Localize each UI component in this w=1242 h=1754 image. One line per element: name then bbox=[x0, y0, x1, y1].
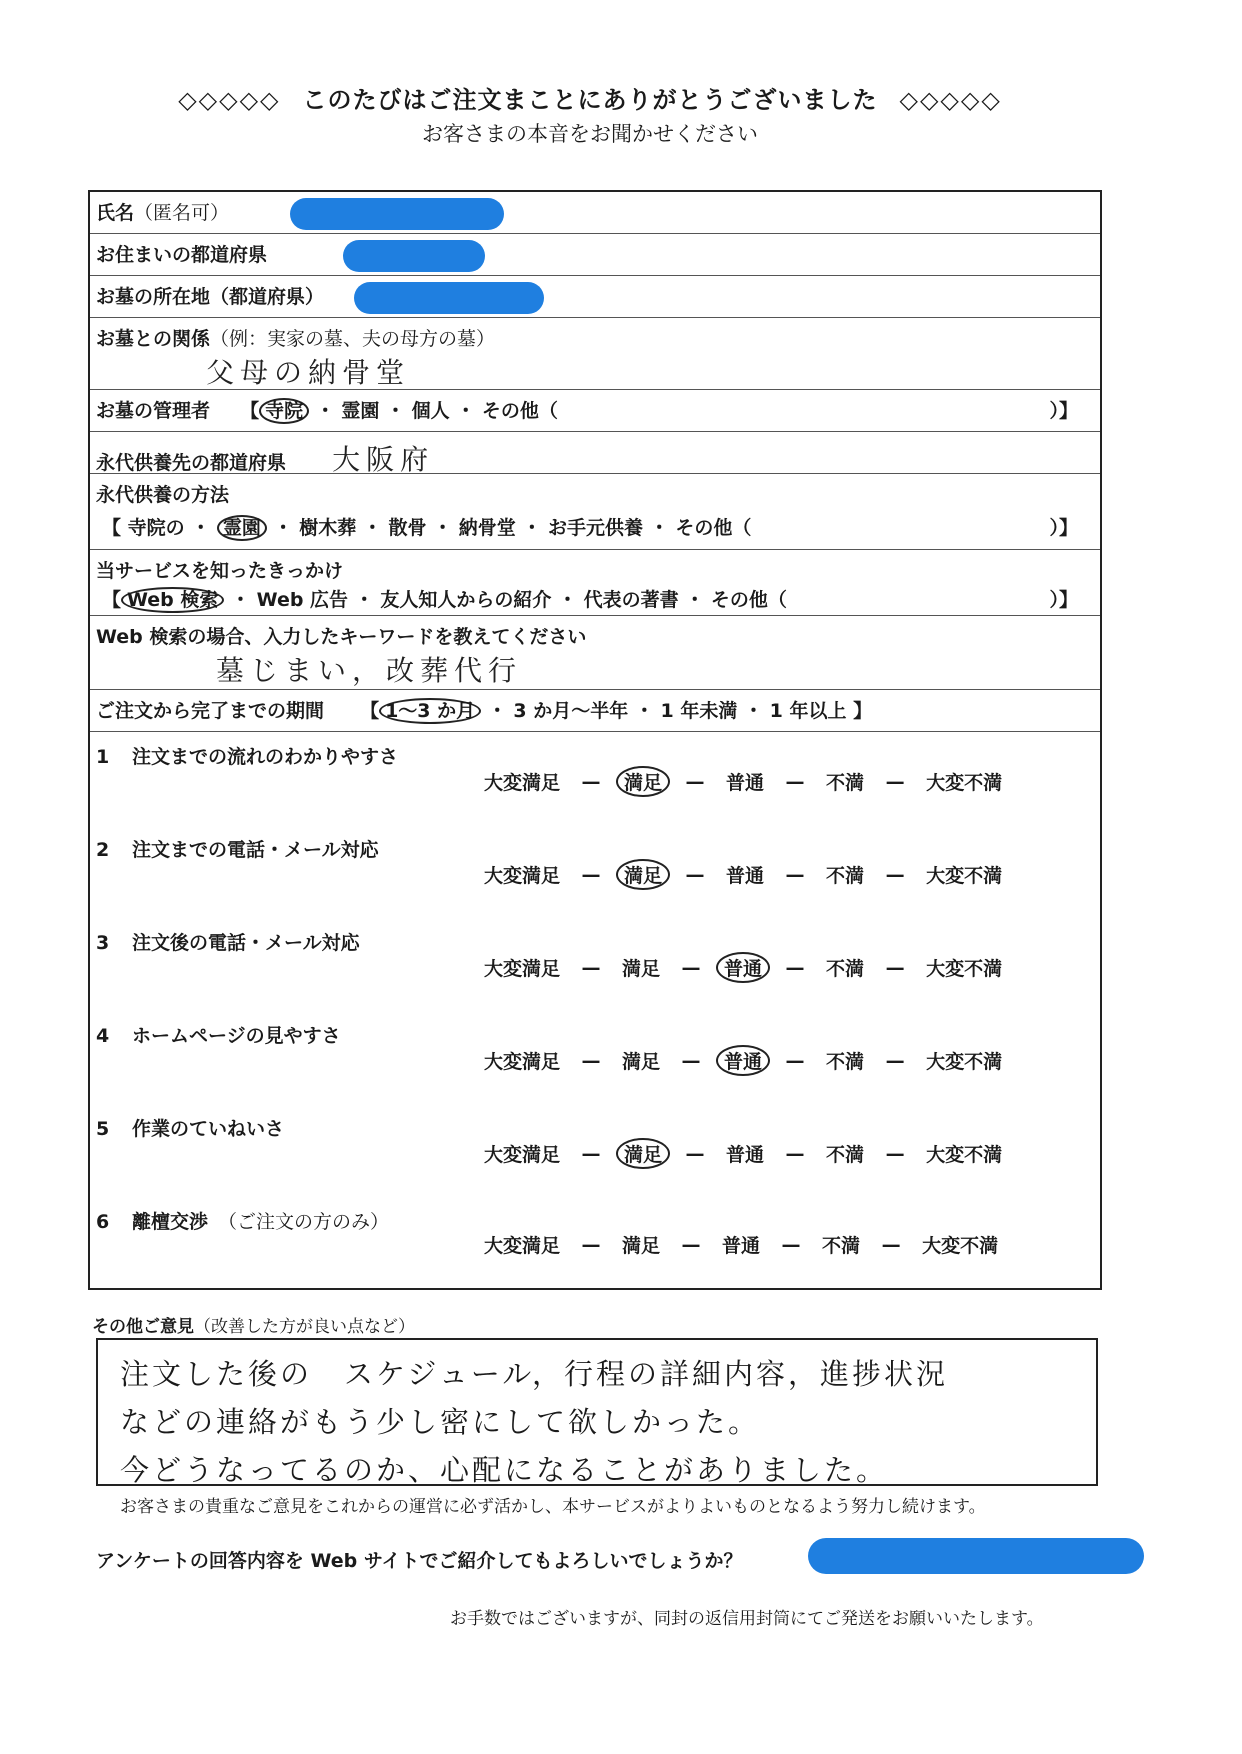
residence-redaction bbox=[343, 240, 485, 272]
rating-scale bbox=[478, 1138, 1008, 1169]
survey-title bbox=[0, 80, 1180, 115]
separator: ・ bbox=[191, 517, 211, 539]
survey-form bbox=[88, 190, 1102, 1290]
rating-separator: — bbox=[885, 1142, 905, 1165]
separator: ・ bbox=[433, 517, 453, 539]
rating-option: 大変不満 bbox=[926, 958, 1003, 980]
keyword-row bbox=[90, 616, 1100, 690]
trigger-label: 当サービスを知ったきっかけ bbox=[96, 560, 344, 582]
question-1 bbox=[90, 732, 1100, 825]
separator: ・ bbox=[386, 400, 406, 422]
rating-option: 大変不満 bbox=[926, 1051, 1003, 1073]
separator: ・ bbox=[557, 589, 577, 611]
rating-scale bbox=[478, 1045, 1008, 1076]
trigger-row bbox=[90, 550, 1100, 616]
rating-option: 大変満足 bbox=[484, 958, 561, 980]
rating-option: 満足 bbox=[616, 859, 670, 890]
relation-label: お墓との関係 bbox=[96, 328, 211, 350]
question-text: 離檀交渉 bbox=[132, 1211, 209, 1233]
trigger-bracket-close: ）】 bbox=[1049, 589, 1078, 611]
separator: ・ bbox=[743, 700, 763, 722]
question-number: 6 bbox=[96, 1211, 110, 1233]
eternal-method-option-other: その他（ bbox=[675, 517, 752, 539]
return-note: お手数ではございますが、同封の返信用封筒にてご発送をお願いいたします。 bbox=[450, 1609, 1044, 1629]
rating-scale bbox=[478, 952, 1008, 983]
manager-bracket-open: 【 bbox=[240, 400, 260, 422]
question-4 bbox=[90, 1011, 1100, 1104]
question-text: ホームページの見やすさ bbox=[132, 1025, 341, 1047]
separator: ・ bbox=[522, 517, 542, 539]
rating-separator: — bbox=[685, 1142, 705, 1165]
question-text: 作業のていねいさ bbox=[132, 1118, 285, 1140]
rating-separator: — bbox=[885, 770, 905, 793]
separator: ・ bbox=[362, 517, 382, 539]
rating-option: 普通 bbox=[716, 952, 770, 983]
rating-option: 大変不満 bbox=[926, 865, 1003, 887]
period-bracket-close: 】 bbox=[853, 700, 873, 722]
manager-option-cemetery: 霊園 bbox=[341, 400, 380, 422]
separator: ・ bbox=[649, 517, 669, 539]
comments-label-text: その他ご意見 bbox=[92, 1317, 194, 1337]
rating-scale bbox=[478, 766, 1008, 797]
comments-box bbox=[96, 1338, 1098, 1486]
question-3 bbox=[90, 918, 1100, 1011]
period-option-1-3-months: 1〜3 か月 bbox=[379, 698, 481, 724]
rating-separator: — bbox=[781, 1233, 801, 1256]
rating-option: 満足 bbox=[622, 1051, 661, 1073]
rating-option: 不満 bbox=[826, 1144, 865, 1166]
rating-option: 満足 bbox=[622, 1235, 661, 1257]
question-6 bbox=[90, 1197, 1100, 1288]
separator: ・ bbox=[354, 589, 374, 611]
grave-location-row bbox=[90, 276, 1100, 318]
rating-separator: — bbox=[685, 770, 705, 793]
diamond-decoration-right: ◇◇◇◇◇ bbox=[899, 86, 1002, 114]
grave-location-redaction bbox=[354, 282, 544, 314]
rating-separator: — bbox=[581, 863, 601, 886]
period-option-under-1-year: 1 年未満 bbox=[660, 700, 738, 722]
period-options bbox=[360, 700, 872, 722]
diamond-decoration-left: ◇◇◇◇◇ bbox=[178, 86, 281, 114]
eternal-method-option-cemetery: 霊園 bbox=[217, 515, 267, 541]
eternal-pref-row bbox=[90, 432, 1100, 474]
rating-option: 不満 bbox=[826, 865, 865, 887]
eternal-method-row bbox=[90, 474, 1100, 550]
publish-question: アンケートの回答内容を Web サイトでご紹介してもよろしいでしょうか？ bbox=[96, 1550, 743, 1572]
rating-separator: — bbox=[785, 1142, 805, 1165]
rating-option: 大変満足 bbox=[484, 1144, 561, 1166]
separator: ・ bbox=[315, 400, 335, 422]
trigger-option-other: その他（ bbox=[710, 589, 787, 611]
rating-option: 普通 bbox=[726, 865, 765, 887]
rating-option: 大変満足 bbox=[484, 1235, 561, 1257]
manager-options bbox=[240, 400, 558, 422]
separator: ・ bbox=[487, 700, 507, 722]
eternal-pref-label: 永代供養先の都道府県 bbox=[96, 452, 287, 474]
rating-separator: — bbox=[785, 1049, 805, 1072]
grave-location-label: お墓の所在地（都道府県） bbox=[96, 286, 325, 308]
rating-separator: — bbox=[885, 1049, 905, 1072]
name-label: 氏名 bbox=[96, 202, 135, 224]
question-5 bbox=[90, 1104, 1100, 1197]
rating-separator: — bbox=[681, 1049, 701, 1072]
survey-subtitle: お客さまの本音をお聞かせください bbox=[422, 122, 758, 146]
period-option-3-6-months: 3 か月〜半年 bbox=[513, 700, 629, 722]
rating-separator: — bbox=[885, 863, 905, 886]
eternal-method-option-tree-burial: 樹木葬 bbox=[299, 517, 357, 539]
rating-separator: — bbox=[681, 956, 701, 979]
name-note: （匿名可） bbox=[134, 202, 230, 224]
period-bracket-open: 【 bbox=[360, 700, 380, 722]
comment-line: 今どうなってるのか、心配になることがありました。 bbox=[120, 1453, 889, 1487]
manager-row bbox=[90, 390, 1100, 432]
question-text: 注文までの流れのわかりやすさ bbox=[132, 746, 399, 768]
rating-separator: — bbox=[581, 770, 601, 793]
rating-separator: — bbox=[785, 770, 805, 793]
rating-option: 大変不満 bbox=[922, 1235, 999, 1257]
separator: ・ bbox=[273, 517, 293, 539]
separator: ・ bbox=[456, 400, 476, 422]
rating-option: 大変不満 bbox=[926, 1144, 1003, 1166]
question-number: 5 bbox=[96, 1118, 110, 1140]
manager-option-individual: 個人 bbox=[411, 400, 450, 422]
name-redaction bbox=[290, 198, 504, 230]
rating-separator: — bbox=[785, 863, 805, 886]
rating-option: 満足 bbox=[616, 1138, 670, 1169]
comments-label bbox=[92, 1312, 415, 1337]
question-number: 1 bbox=[96, 746, 110, 768]
separator: ・ bbox=[231, 589, 251, 611]
rating-separator: — bbox=[581, 1233, 601, 1256]
rating-separator: — bbox=[681, 1233, 701, 1256]
residence-row bbox=[90, 234, 1100, 276]
eternal-method-bracket-close: ）】 bbox=[1049, 517, 1078, 539]
manager-bracket-close: ）】 bbox=[1049, 400, 1078, 422]
question-number: 4 bbox=[96, 1025, 110, 1047]
manager-option-other: その他（ bbox=[481, 400, 558, 422]
comments-note: （改善した方が良い点など） bbox=[194, 1317, 415, 1337]
eternal-method-label: 永代供養の方法 bbox=[96, 484, 230, 506]
eternal-method-options bbox=[96, 513, 1100, 540]
period-option-over-1-year: 1 年以上 bbox=[769, 700, 847, 722]
question-number: 3 bbox=[96, 932, 110, 954]
satisfaction-questions bbox=[90, 732, 1100, 1288]
rating-option: 大変満足 bbox=[484, 1051, 561, 1073]
rating-separator: — bbox=[581, 1142, 601, 1165]
question-note: （ご注文の方のみ） bbox=[218, 1211, 390, 1233]
rating-option: 満足 bbox=[616, 766, 670, 797]
trigger-option-referral: 友人知人からの紹介 bbox=[380, 589, 552, 611]
rating-option: 不満 bbox=[826, 958, 865, 980]
rating-option: 満足 bbox=[622, 958, 661, 980]
rating-separator: — bbox=[881, 1233, 901, 1256]
rating-option: 大変満足 bbox=[484, 772, 561, 794]
keyword-label: Web 検索の場合、入力したキーワードを教えてください bbox=[96, 626, 587, 648]
thanks-note: お客さまの貴重なご意見をこれからの運営に必ず活かし、本サービスがよりよいものとなるよう努力し続けます。 bbox=[120, 1497, 986, 1517]
trigger-option-web-ad: Web 広告 bbox=[256, 589, 349, 611]
period-label: ご注文から完了までの期間 bbox=[96, 700, 325, 722]
question-2 bbox=[90, 825, 1100, 918]
keyword-answer: 墓じまい，改葬代行 bbox=[216, 654, 523, 687]
separator: ・ bbox=[634, 700, 654, 722]
rating-separator: — bbox=[581, 956, 601, 979]
manager-option-temple: 寺院 bbox=[259, 398, 309, 424]
rating-separator: — bbox=[581, 1049, 601, 1072]
comment-line: 注文した後の スケジュール，行程の詳細内容，進捗状況 bbox=[120, 1357, 948, 1391]
separator: ・ bbox=[685, 589, 705, 611]
rating-scale bbox=[478, 1231, 1004, 1258]
question-text: 注文までの電話・メール対応 bbox=[132, 839, 379, 861]
eternal-method-option-temple: 寺院の bbox=[127, 517, 185, 539]
rating-separator: — bbox=[785, 956, 805, 979]
trigger-option-book: 代表の著書 bbox=[583, 589, 679, 611]
eternal-method-option-columbarium: 納骨堂 bbox=[458, 517, 516, 539]
relation-note: （例：実家の墓、夫の母方の墓） bbox=[210, 328, 496, 350]
residence-label: お住まいの都道府県 bbox=[96, 244, 268, 266]
rating-option: 普通 bbox=[726, 772, 765, 794]
eternal-pref-answer: 大阪府 bbox=[332, 443, 435, 476]
rating-option: 大変満足 bbox=[484, 865, 561, 887]
rating-option: 不満 bbox=[822, 1235, 861, 1257]
name-row bbox=[90, 192, 1100, 234]
rating-option: 普通 bbox=[726, 1144, 765, 1166]
rating-option: 普通 bbox=[722, 1235, 761, 1257]
rating-option: 不満 bbox=[826, 1051, 865, 1073]
period-row bbox=[90, 690, 1100, 732]
comment-line: などの連絡がもう少し密にして欲しかった。 bbox=[120, 1405, 761, 1439]
title-text: このたびはご注文まことにありがとうございました bbox=[302, 86, 878, 114]
question-text: 注文後の電話・メール対応 bbox=[132, 932, 360, 954]
rating-option: 大変不満 bbox=[926, 772, 1003, 794]
relation-answer: 父母の納骨堂 bbox=[206, 356, 411, 389]
relation-row bbox=[90, 318, 1100, 390]
rating-option: 不満 bbox=[826, 772, 865, 794]
manager-label: お墓の管理者 bbox=[96, 400, 211, 422]
rating-separator: — bbox=[685, 863, 705, 886]
eternal-method-bracket-open: 【 bbox=[102, 517, 122, 539]
trigger-options bbox=[96, 585, 1100, 612]
publish-answer-redaction bbox=[808, 1538, 1144, 1574]
question-number: 2 bbox=[96, 839, 110, 861]
rating-separator: — bbox=[885, 956, 905, 979]
eternal-method-option-scattering: 散骨 bbox=[388, 517, 427, 539]
rating-scale bbox=[478, 859, 1008, 890]
trigger-bracket-open: 【 bbox=[102, 589, 122, 611]
rating-option: 普通 bbox=[716, 1045, 770, 1076]
trigger-option-web-search: Web 検索 bbox=[121, 587, 224, 613]
eternal-method-option-home: お手元供養 bbox=[548, 517, 644, 539]
